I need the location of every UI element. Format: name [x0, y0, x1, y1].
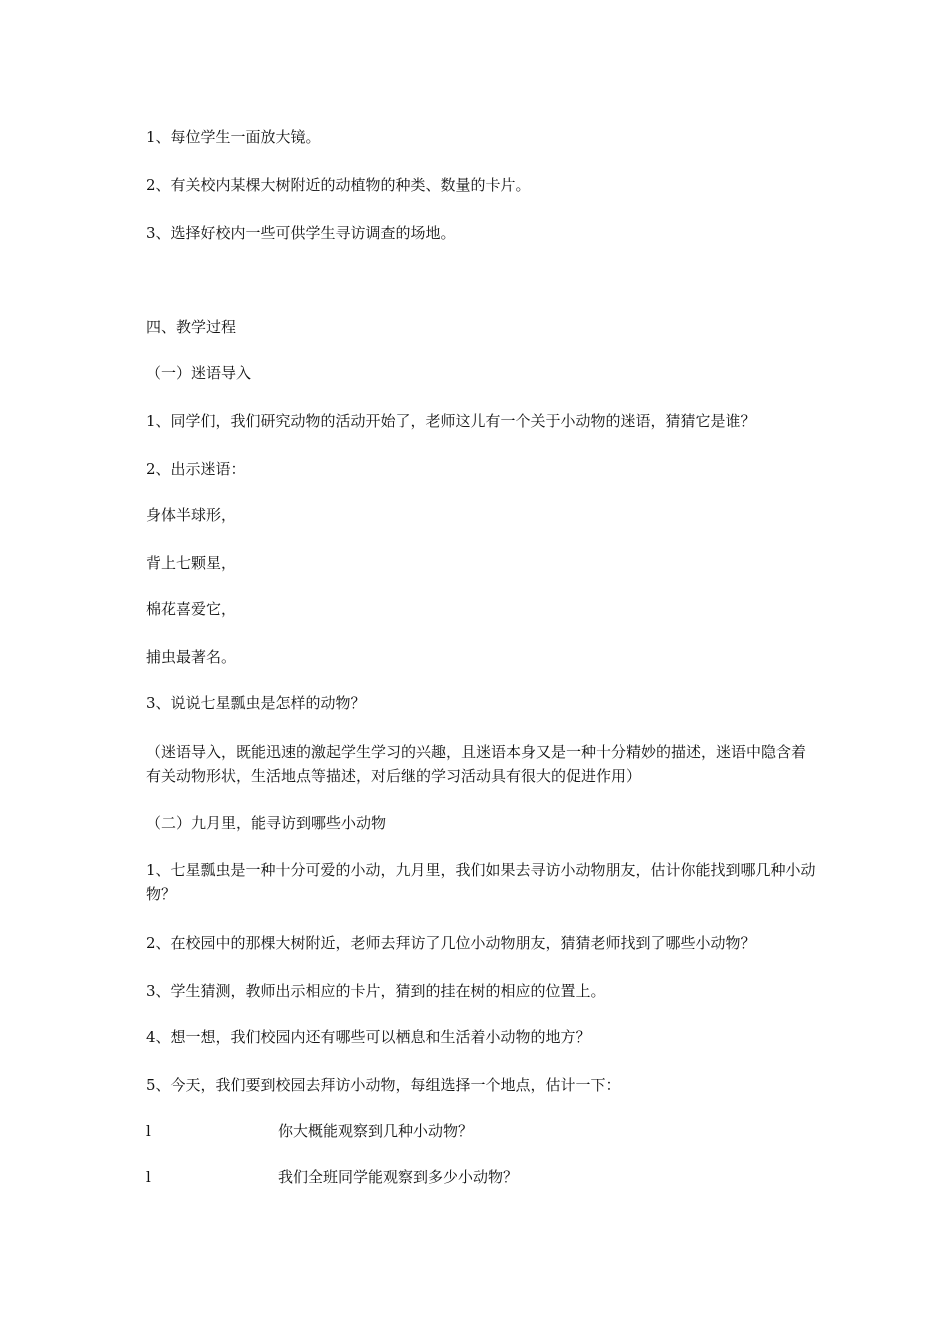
riddle-line-1: 身体半球形， — [146, 506, 237, 524]
part2-question-2: 2、在校园中的那棵大树附近，老师去拜访了几位小动物朋友，猜猜老师找到了哪些小动物？ — [146, 934, 756, 952]
part1-question-2: 2、出示迷语： — [146, 460, 246, 478]
bullet-marker: l — [146, 1122, 151, 1140]
part2-heading: （二）九月里，能寻访到哪些小动物 — [146, 814, 387, 832]
part1-question-3: 3、说说七星瓢虫是怎样的动物？ — [146, 694, 366, 712]
part2-question-3: 3、学生猜测，教师出示相应的卡片，猜到的挂在树的相应的位置上。 — [146, 982, 606, 1000]
part2-question-4: 4、想一想，我们校园内还有哪些可以栖息和生活着小动物的地方？ — [146, 1028, 591, 1046]
bullet-text: 我们全班同学能观察到多少小动物？ — [278, 1168, 519, 1186]
material-item-1: 1、每位学生一面放大镜。 — [146, 128, 321, 146]
riddle-line-4: 捕虫最著名。 — [146, 648, 237, 666]
part1-note: （迷语导入，既能迅速的激起学生学习的兴趣，且迷语本身又是一种十分精妙的描述，迷语中隐含着有关动物形状，生活地点等描述，对后继的学习活动具有很大的促进作用） — [146, 743, 807, 785]
bullet-marker: l — [146, 1168, 151, 1186]
part2-question-1: 1、七星瓢虫是一种十分可爱的小动，九月里，我们如果去寻访小动物朋友，估计你能找到哪几种小动物？ — [146, 861, 816, 903]
part1-heading: （一）迷语导入 — [146, 364, 252, 382]
material-item-2: 2、有关校内某棵大树附近的动植物的种类、数量的卡片。 — [146, 176, 531, 194]
riddle-line-2: 背上七颗星， — [146, 554, 237, 572]
riddle-line-3: 棉花喜爱它， — [146, 600, 237, 618]
material-item-3: 3、选择好校内一些可供学生寻访调查的场地。 — [146, 224, 456, 242]
section-title: 四、教学过程 — [146, 318, 237, 336]
part1-question-1: 1、同学们，我们研究动物的活动开始了，老师这儿有一个关于小动物的迷语，猜猜它是谁？ — [146, 412, 756, 430]
bullet-text: 你大概能观察到几种小动物？ — [278, 1122, 474, 1140]
part2-question-5: 5、今天，我们要到校园去拜访小动物，每组选择一个地点，估计一下： — [146, 1076, 621, 1094]
